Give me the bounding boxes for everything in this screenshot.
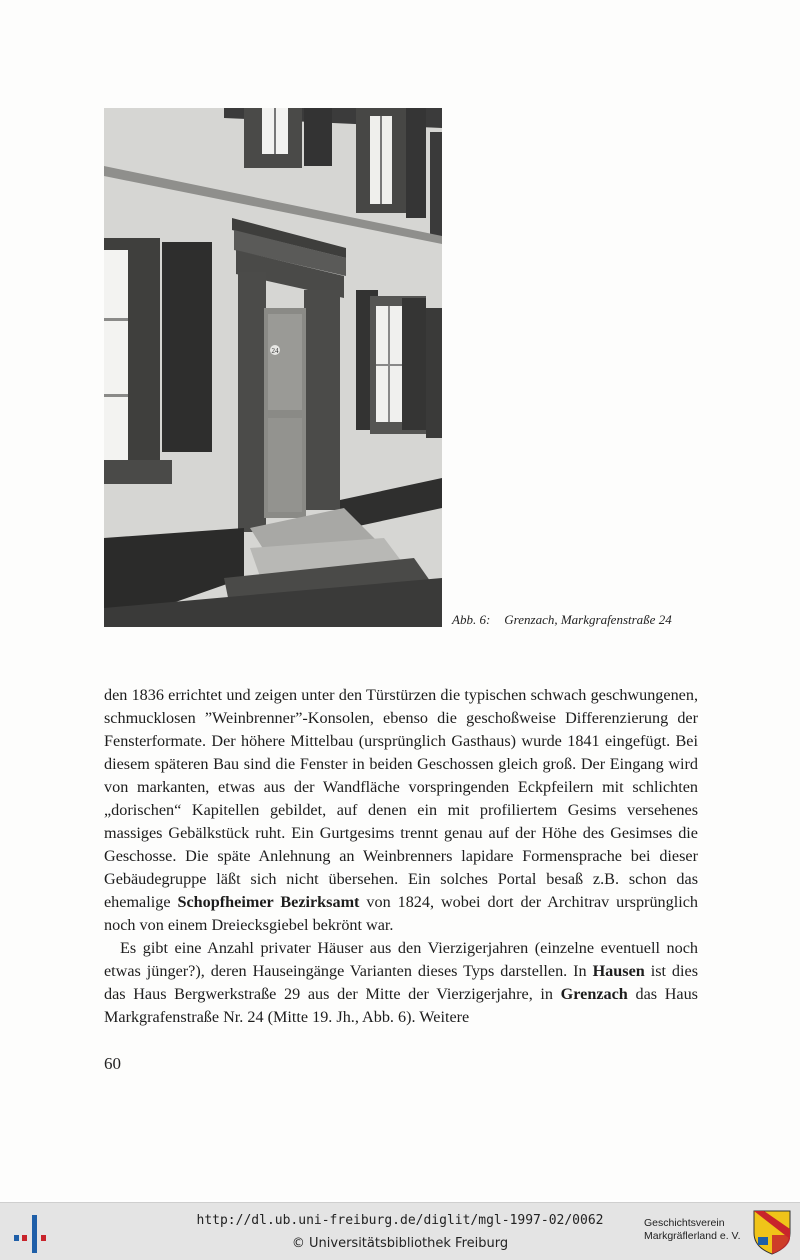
figure-title: Grenzach, Markgrafenstraße 24 bbox=[504, 612, 672, 627]
text-run: das Haus Markgrafenstraße Nr. 24 (Mitte 19. Jh., Abb. 6). Weitere bbox=[104, 985, 698, 1026]
bold-place-name: Grenzach bbox=[560, 985, 628, 1003]
society-name bbox=[644, 1217, 741, 1243]
body-text bbox=[104, 684, 698, 1029]
library-logo-icon bbox=[8, 1211, 58, 1255]
house-entrance-photo bbox=[104, 108, 442, 627]
bold-place-name: Schopfheimer Bezirksamt bbox=[177, 893, 360, 911]
paragraph-1 bbox=[104, 684, 698, 937]
text-run: ist dies das Haus Bergwerkstraße 29 aus der Mitte der Vierzigerjahre, in bbox=[104, 962, 699, 1003]
figure-caption bbox=[452, 612, 672, 628]
bold-place-name: Hausen bbox=[592, 962, 645, 980]
copyright-text: © Universitätsbibliothek Freiburg bbox=[291, 1236, 509, 1251]
footer-bar bbox=[0, 1202, 800, 1260]
coat-of-arms-icon bbox=[752, 1209, 792, 1255]
source-url-link[interactable]: http://dl.ub.uni-freiburg.de/diglit/mgl-1997-02/0062 bbox=[196, 1213, 604, 1228]
page-number: 60 bbox=[104, 1054, 121, 1073]
figure-label: Abb. 6: bbox=[452, 612, 491, 627]
text-run: Es gibt eine Anzahl privater Häuser aus den Vierzigerjahren (einzelne eventuell noch etwas jünger?), deren Hauseingänge Varianten dieses Typs darstellen. In bbox=[104, 939, 698, 980]
text-run: von 1824, wobei dort der Architrav ursprünglich noch von einem Dreiecksgiebel bekrönt war. bbox=[104, 893, 698, 934]
society-line-1: Geschichtsverein bbox=[644, 1217, 725, 1229]
paragraph-2 bbox=[104, 937, 698, 1029]
text-run: den 1836 errichtet und zeigen unter den Türstürzen die typischen schwach geschwungenen, schmucklosen ”Weinbrenner”-Konsolen, ebenso die geschoßweise Differenzierung der Fensterformate. Der höhere Mittelbau (ursprünglich Gasthaus) wurde 1841 eingefügt. Bei diesem späteren Bau sind die Fenster in beiden Geschossen gleich groß. Der Eingang wird von markanten, etwas aus der Wandfläche vorspringenden Eckpfeilern mit schlichten „dorischen“ Kapitellen gebildet, auf denen ein mit profiliertem Gesims versehenes massiges Gebälkstück ruht. Ein Gurtgesims trennt genau auf der Höhe des Gesimses die Geschosse. Die späte Anlehnung an Weinbrenners lapidare Formensprache bei dieser Gebäudegruppe läßt sich nicht übersehen. Ein solches Portal besaß z.B. schon das ehemalige bbox=[104, 686, 698, 911]
door-number-plate: 24 bbox=[271, 347, 279, 355]
society-line-2: Markgräflerland e. V. bbox=[644, 1230, 741, 1242]
